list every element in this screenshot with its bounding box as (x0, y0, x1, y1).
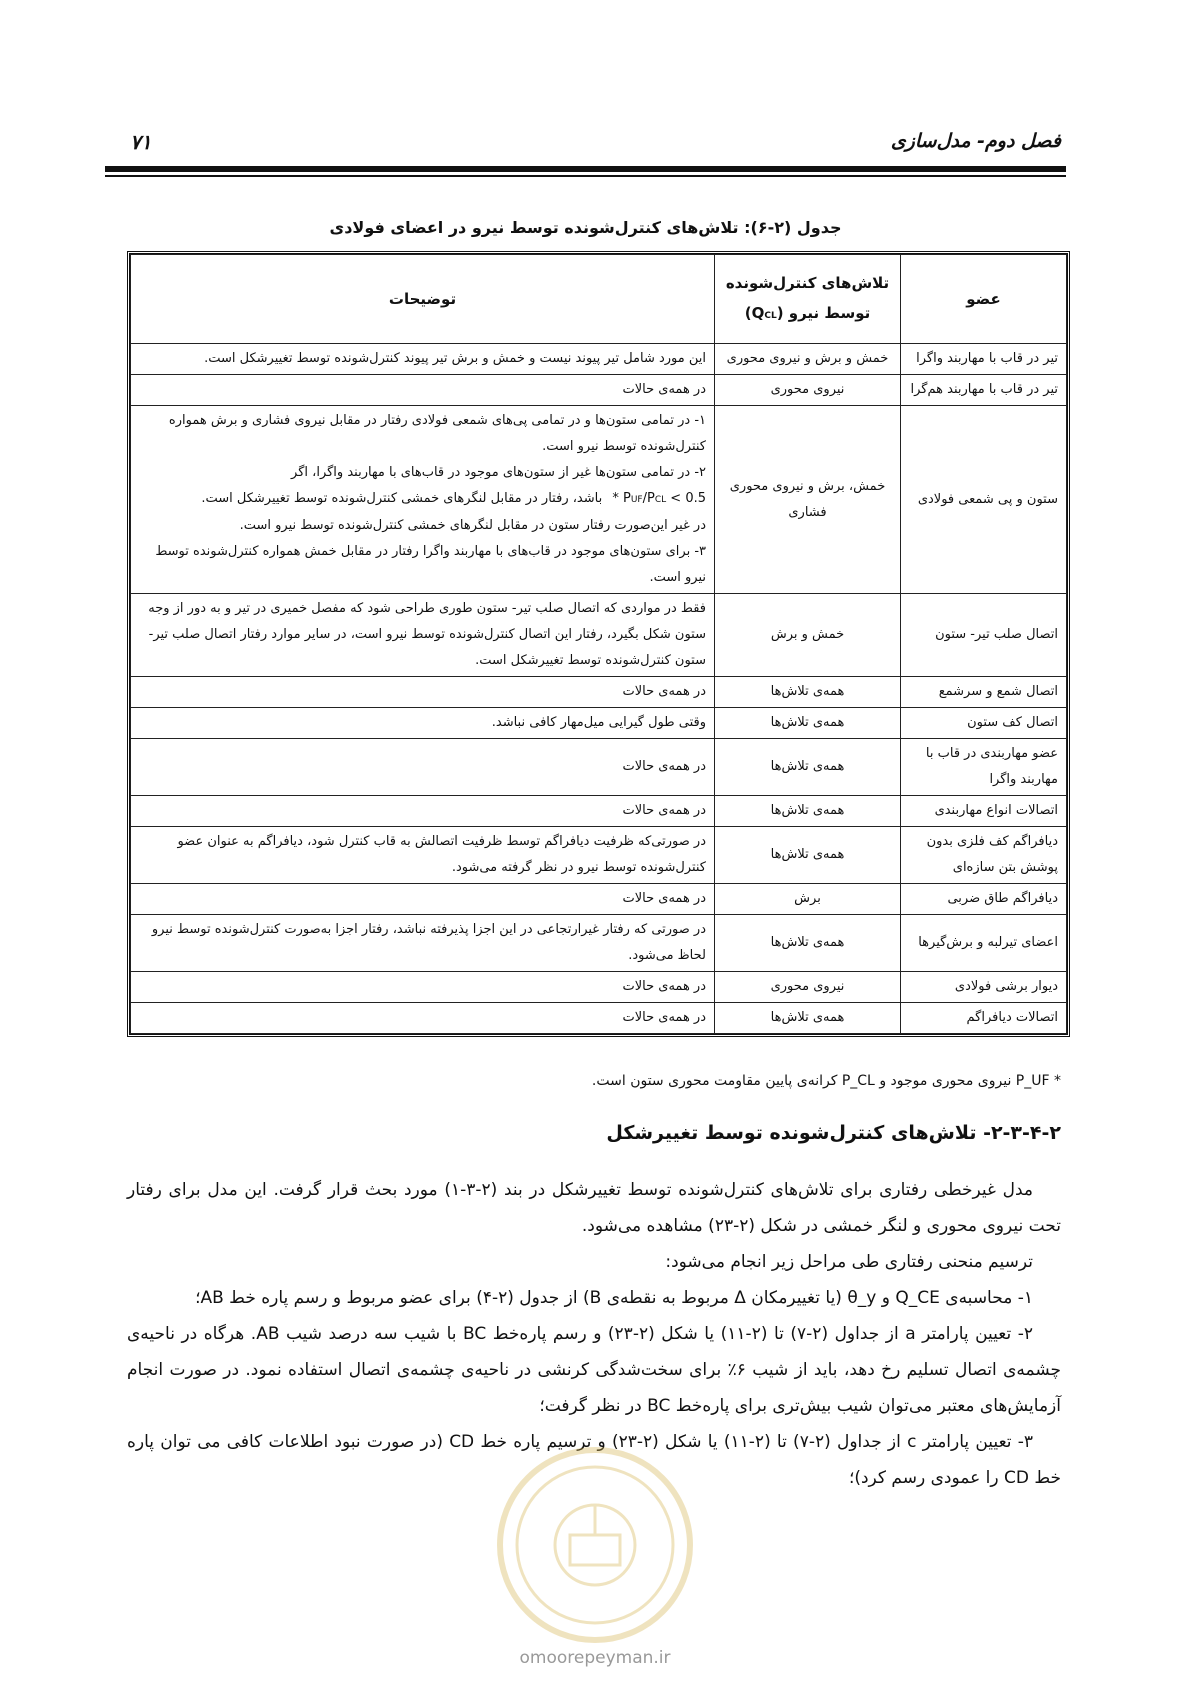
watermark-seal-icon (490, 1440, 700, 1650)
paragraph-4 (127, 1316, 1061, 1424)
cell-actions: خمش و برش (715, 594, 901, 677)
cell-member: دیافراگم طاق ضربی (901, 884, 1067, 915)
cell-member: تیر در قاب با مهاربند هم‌گرا (901, 375, 1067, 406)
cell-member: دیافراگم کف فلزی بدون پوشش بتن سازه‌ای (901, 827, 1067, 884)
table-footnote: * P_UF نیروی محوری موجود و P_CL کرانه‌ی پایین مقاومت محوری ستون است. (591, 1073, 1061, 1089)
pufpcl-ratio: * PUF/PCL < 0.5 (612, 491, 706, 506)
header-desc: توضیحات (131, 255, 715, 344)
header-actions-close: ) (744, 303, 752, 322)
paragraph-3-text: ۱- محاسبه‌ی Q_CE و θ_y (یا تغییرمکان Δ مربوط به نقطه‌ی B) از جدول (۲-۴) برای عضو مربوط و رسم پاره خط AB؛ (195, 1288, 1033, 1308)
table-row (131, 594, 1067, 677)
cell-actions: خمش، برش و نیروی محوری فشاری (715, 406, 901, 594)
cell-actions: همه‌ی تلاش‌ها (715, 796, 901, 827)
page-number: ۷۱ (130, 130, 152, 154)
chapter-title: فصل دوم- مدل‌سازی (890, 130, 1061, 152)
cell-member: تیر در قاب با مهاربند واگرا (901, 344, 1067, 375)
cell-desc: این مورد شامل تیر پیوند نیست و خمش و برش تیر پیوند کنترل‌شونده توسط تغییرشکل است. (131, 344, 715, 375)
header-actions-text: توسط نیرو (Q (751, 303, 871, 322)
cell-desc: در همه‌ی حالات (131, 677, 715, 708)
table-row (131, 796, 1067, 827)
cell-actions: خمش و برش و نیروی محوری (715, 344, 901, 375)
table-row (131, 375, 1067, 406)
cell-desc: در صورتی‌که ظرفیت دیافراگم توسط ظرفیت اتصالش به قاب کنترل شود، دیافراگم به عنوان عضو کنترل‌شونده توسط نیرو در نظر گرفته می‌شود. (131, 827, 715, 884)
table-header-row (131, 255, 1067, 344)
ratio-star: * (612, 491, 619, 506)
desc-item-2b (139, 486, 706, 513)
cell-member: اتصال صلب تیر- ستون (901, 594, 1067, 677)
paragraph-2 (127, 1244, 1061, 1280)
table-frame (127, 251, 1070, 1037)
cell-member: اتصالات انواع مهاربندی (901, 796, 1067, 827)
table-row (131, 739, 1067, 796)
table-row (131, 884, 1067, 915)
cell-desc: در همه‌ی حالات (131, 796, 715, 827)
header-member: عضو (901, 255, 1067, 344)
desc-item-2c: در غیر این‌صورت رفتار ستون در مقابل لنگرهای خمشی کنترل‌شونده توسط نیرو است. (239, 518, 706, 533)
table-row (131, 344, 1067, 375)
desc-item-3: ۳- برای ستون‌های موجود در قاب‌های با مهاربند واگرا رفتار در مقابل خمش همواره کنترل‌شونده توسط نیرو است. (155, 544, 706, 585)
ratio-cond: < 0.5 (670, 491, 706, 506)
cell-actions: همه‌ی تلاش‌ها (715, 708, 901, 739)
paragraph-1 (127, 1172, 1061, 1244)
cell-desc: در همه‌ی حالات (131, 884, 715, 915)
cell-actions: نیروی محوری (715, 375, 901, 406)
header-rule-thin (105, 175, 1066, 177)
cell-desc: در همه‌ی حالات (131, 972, 715, 1003)
header-actions-line2 (723, 298, 892, 331)
table-row (131, 1003, 1067, 1034)
header-actions (715, 255, 901, 344)
paragraph-2-text: ترسیم منحنی رفتاری طی مراحل زیر انجام می‌شود: (665, 1252, 1033, 1272)
cell-actions: همه‌ی تلاش‌ها (715, 739, 901, 796)
cell-member: اتصال شمع و سرشمع (901, 677, 1067, 708)
desc-item-2a: ۲- در تمامی ستون‌ها غیر از ستون‌های موجود در قاب‌های با مهاربند واگرا، اگر (291, 465, 706, 480)
paragraph-1-text: مدل غیرخطی رفتاری برای تلاش‌های کنترل‌شونده توسط تغییرشکل در بند (۲-۳-۱) مورد بحث قرار گرفت. این مدل برای رفتار تحت نیروی محوری و لنگر خمشی در شکل (۲-۲۳) مشاهده می‌شود. (127, 1180, 1061, 1236)
paragraph-4-text: ۲- تعیین پارامتر a از جداول (۲-۷) تا (۲-۱۱) یا شکل (۲-۲۳) و رسم پاره‌خط BC با شیب سه درصد شیب AB. هرگاه در ناحیه‌ی چشمه‌ی اتصال تسلیم رخ دهد، باید از شیب ۶٪ برای سخت‌شدگی کرنشی در ناحیه‌ی چشمه‌ی اتصال استفاده نمود. در صورت انجام آزمایش‌های معتبر می‌توان شیب بیش‌تری برای پاره‌خط BC در نظر گرفت؛ (127, 1324, 1061, 1416)
header-actions-line1: تلاش‌های کنترل‌شونده (725, 273, 890, 292)
cell-actions: برش (715, 884, 901, 915)
cell-member: دیوار برشی فولادی (901, 972, 1067, 1003)
cell-actions: همه‌ی تلاش‌ها (715, 1003, 901, 1034)
section-heading: ۲-۳-۴-۲- تلاش‌های کنترل‌شونده توسط تغییرشکل (606, 1122, 1061, 1144)
cell-desc: در صورتی که رفتار غیرارتجاعی در این اجزا پذیرفته نباشد، رفتار اجزا به‌صورت کنترل‌شونده توسط نیرو لحاظ می‌شود. (131, 915, 715, 972)
cell-desc: در همه‌ی حالات (131, 1003, 715, 1034)
table-row (131, 915, 1067, 972)
table-row (131, 677, 1067, 708)
ratio-den: P (647, 491, 655, 506)
cell-member: ستون و پی شمعی فولادی (901, 406, 1067, 594)
cell-actions: همه‌ی تلاش‌ها (715, 827, 901, 884)
paragraph-5-text: ۳- تعیین پارامتر c از جداول (۲-۷) تا (۲-۱۱) یا شکل (۲-۲۳) و ترسیم پاره خط CD (در صورت نبود اطلاعات کافی می توان پاره خط CD را عمودی رسم کرد)؛ (127, 1432, 1061, 1488)
table-row-column (131, 406, 1067, 594)
cell-member: اتصالات دیافراگم (901, 1003, 1067, 1034)
watermark-text: omoorepeyman.ir (519, 1648, 671, 1668)
table-row (131, 972, 1067, 1003)
table-row (131, 708, 1067, 739)
table-row (131, 827, 1067, 884)
header-actions-sub: CL (764, 310, 777, 321)
cell-actions: نیروی محوری (715, 972, 901, 1003)
ratio-num: P (623, 491, 631, 506)
cell-desc: فقط در مواردی که اتصال صلب تیر- ستون طوری طراحی شود که مفصل خمیری در تیر و به دور از وجه ستون شکل بگیرد، رفتار این اتصال کنترل‌شونده توسط نیرو است، در سایر موارد رفتار اتصال صلب تیر- ستون کنترل‌شونده توسط تغییرشکل است. (131, 594, 715, 677)
cell-desc (131, 406, 715, 594)
table-caption: جدول (۲-۶): تلاش‌های کنترل‌شونده توسط نیرو در اعضای فولادی (329, 218, 842, 237)
cell-member: اعضای تیرلبه و برش‌گیرها (901, 915, 1067, 972)
desc-item-2b-text: باشد، رفتار در مقابل لنگرهای خمشی کنترل‌شونده توسط تغییرشکل است. (201, 491, 603, 506)
cell-desc: در همه‌ی حالات (131, 375, 715, 406)
ratio-den-sub: CL (654, 495, 667, 505)
cell-desc: در همه‌ی حالات (131, 739, 715, 796)
desc-item-1: ۱- در تمامی ستون‌ها و در تمامی پی‌های شمعی فولادی رفتار در مقابل نیروی فشاری و برش همواره کنترل‌شونده توسط نیرو است. (168, 413, 706, 454)
ratio-num-sub: UF (630, 495, 643, 505)
header-rule-thick (105, 166, 1066, 172)
cell-desc: وقتی طول گیرایی میل‌مهار کافی نباشد. (131, 708, 715, 739)
cell-actions: همه‌ی تلاش‌ها (715, 677, 901, 708)
cell-actions: همه‌ی تلاش‌ها (715, 915, 901, 972)
paragraph-3 (127, 1280, 1061, 1316)
cell-member: عضو مهاربندی در قاب با مهاربند واگرا (901, 739, 1067, 796)
controlled-actions-table (130, 254, 1067, 1034)
cell-member: اتصال کف ستون (901, 708, 1067, 739)
